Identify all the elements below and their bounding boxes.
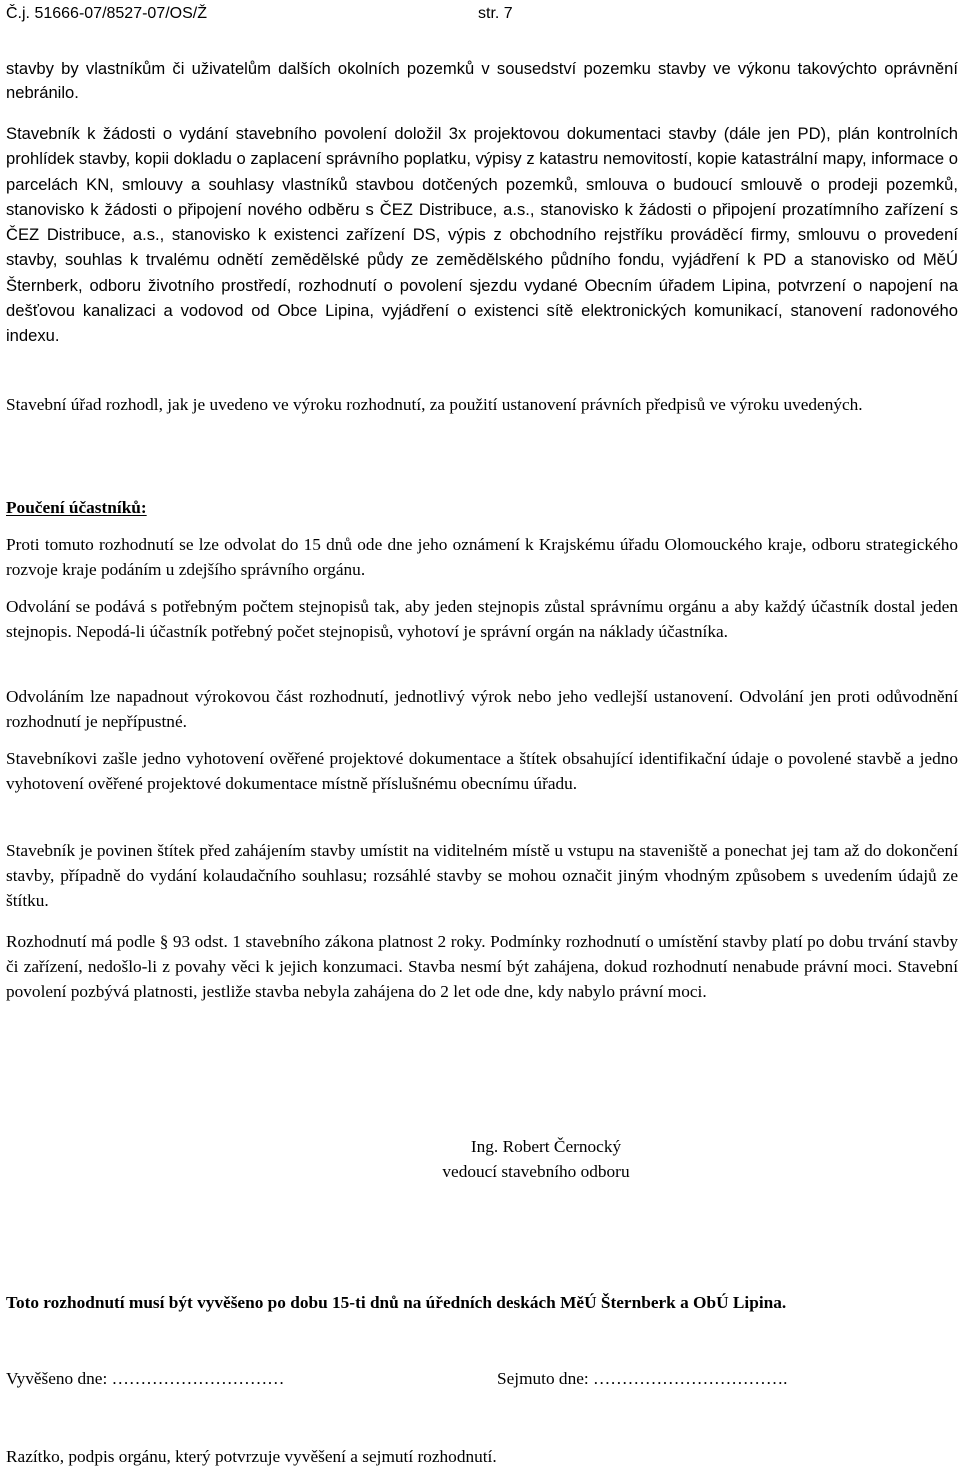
page-number: str. 7 <box>478 5 513 22</box>
paragraph-attachments: Stavebník k žádosti o vydání stavebního povolení doložil 3x projektovou dokumentaci stavby (dále jen PD), plán kontrolních prohlídek stavby, kopii dokladu o zaplacení správního poplatku, výpisy z katastru nemovitostí, kopie katastrální mapy, informace o parcelách KN, smlouvy a souhlasy vlastníků stavbou dotčených pozemků, smlouva o budoucí smlouvě o prodeji pozemků, stanovisko k žádosti o připojení nového odběru s ČEZ Distribuce, a.s., stanovisko k žádosti o připojení prozatímního zařízení s ČEZ Distribuce, a.s., stanovisko k existenci zařízení DS, výpis z obchodního rejstříku prováděcí firmy, smlouvu o provedení stavby, souhlas k trvalému odnětí zemědělské půdy ze zemědělského půdního fondu, vyjádření k PD a stanovisko od MěÚ Šternberk, odboru životního prostředí, rozhodnutí o povolení sjezdu vydané Obecním úřadem Lipina, potvrzení o napojení na dešťovou kanalizaci a vodovod od Obce Lipina, vyjádření o existenci sítě elektronických komunikací, stanovení radonového indexu. <box>6 124 958 346</box>
document-page <box>6 0 958 1469</box>
footer-stamp-note: Razítko, podpis orgánu, který potvrzuje vyvěšení a sejmutí rozhodnutí. <box>6 1447 497 1466</box>
posting-notice: Toto rozhodnutí musí být vyvěšeno po dobu 15-ti dnů na úředních deskách MěÚ Šternberk a ObÚ Lipina. <box>6 1293 787 1312</box>
reference-number: Č.j. 51666-07/8527-07/OS/Ž <box>6 5 208 22</box>
paragraph-label: Stavebník je povinen štítek před zahájením stavby umístit na viditelném místě u vstupu na staveniště a ponechat jej tam až do dokončení stavby, případně do vydání kolaudačního souhlasu; rozsáhlé stavby se mohou označit jiným vhodným způsobem s uvedením údajů ze štítku. <box>6 841 958 911</box>
signatory-position: vedoucí stavebního odboru <box>442 1162 630 1181</box>
paragraph-validity: Rozhodnutí má podle § 93 odst. 1 stavebního zákona platnost 2 roky. Podmínky rozhodnutí o umístění stavby platí po dobu trvání stavby či zařízení, nedošlo-li z povahy věci k jejich konzumaci. Stavba nesmí být zahájena, dokud rozhodnutí nenabude právní moci. Stavební povolení pozbývá platnosti, jestliže stavba nebyla zahájena do 2 let ode dne, kdy nabylo právní moci. <box>6 932 958 1002</box>
signatory-name: Ing. Robert Černocký <box>470 1137 622 1156</box>
removed-date-field: Sejmuto dne: ……………………………. <box>497 1369 788 1388</box>
paragraph-continuation: stavby by vlastníkům či uživatelům dalších okolních pozemků v sousedství pozemku stavby ve výkonu takovýchto oprávnění nebránilo. <box>6 59 958 103</box>
page-header <box>6 4 958 26</box>
paragraph-appeal: Proti tomuto rozhodnutí se lze odvolat do 15 dnů ode dne jeho oznámení k Krajskému úřadu Olomouckého kraje, odboru strategického rozvoje kraje podáním u zdejšího správního orgánu. <box>6 535 958 580</box>
paragraph-appeal-scope: Odvoláním lze napadnout výrokovou část rozhodnutí, jednotlivý výrok nebo jeho vedlejší ustanovení. Odvolání jen proti odůvodnění rozhodnutí je nepřípustné. <box>6 687 958 732</box>
signature-block <box>6 1134 958 1184</box>
posted-date-field: Vyvěšeno dne: ………………………… <box>6 1369 285 1388</box>
paragraph-documentation: Stavebníkovi zašle jedno vyhotovení ověřené projektové dokumentace a štítek obsahující identifikační údaje o povolené stavbě a jedno vyhotovení ověřené projektové dokumentace místně příslušnému obecnímu úřadu. <box>6 749 958 794</box>
paragraph-decision-basis: Stavební úřad rozhodl, jak je uvedeno ve výroku rozhodnutí, za použití ustanovení právních předpisů ve výroku uvedených. <box>6 395 863 414</box>
section-heading-instructions: Poučení účastníků: <box>6 498 147 517</box>
posting-dates <box>6 1366 958 1392</box>
paragraph-appeal-copies: Odvolání se podává s potřebným počtem stejnopisů tak, aby jeden stejnopis zůstal správnímu orgánu a aby každý účastník dostal jeden stejnopis. Nepodá-li účastník potřebný počet stejnopisů, vyhotoví je správní orgán na náklady účastníka. <box>6 597 958 642</box>
